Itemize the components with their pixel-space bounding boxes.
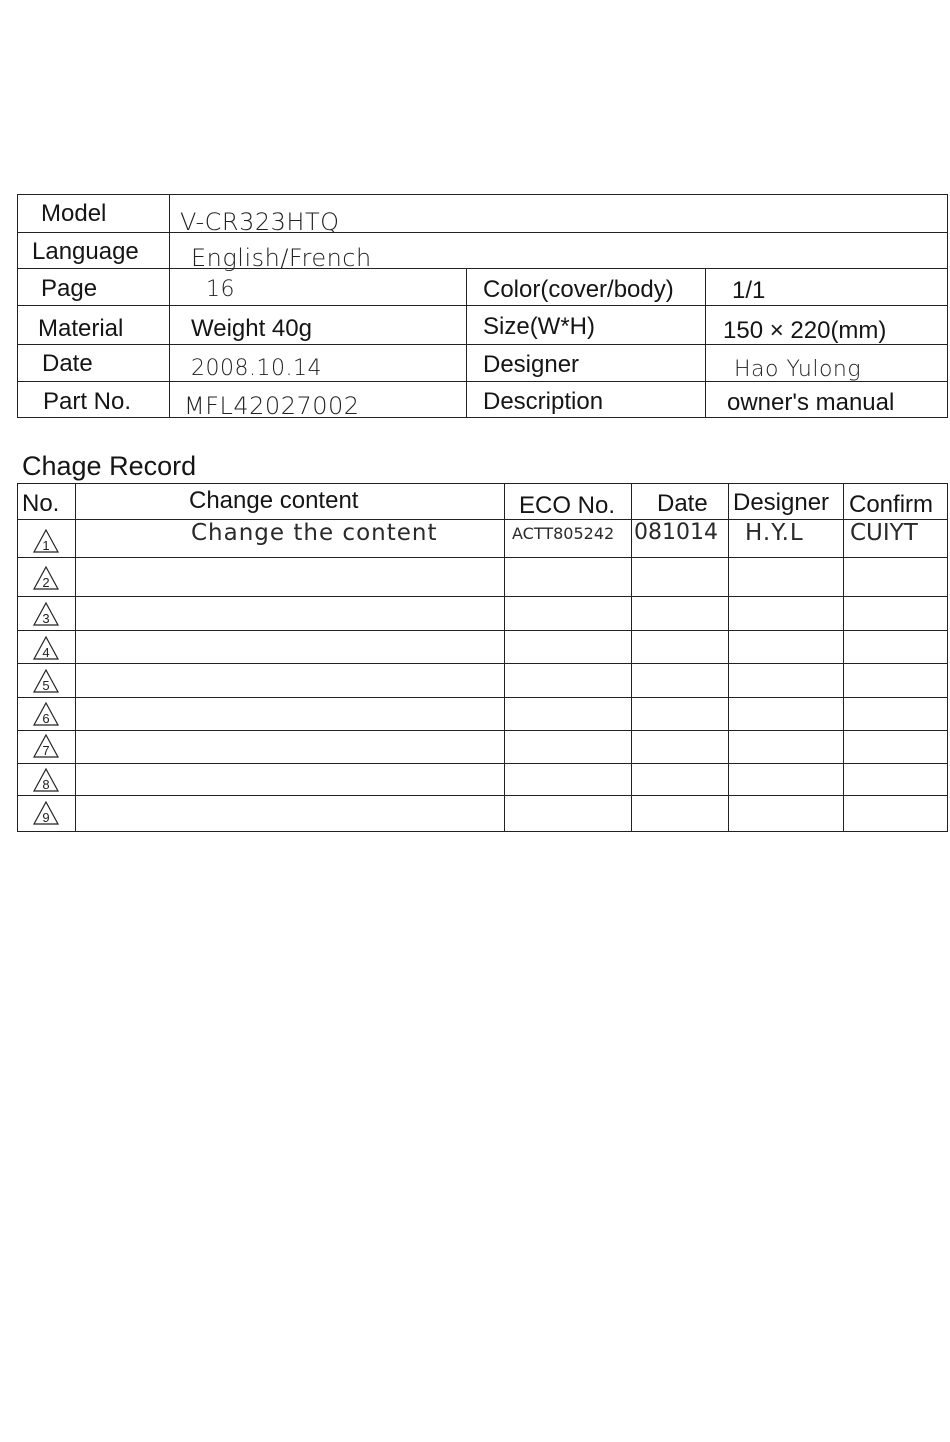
header-confirm: Confirm bbox=[849, 491, 934, 518]
revision-triangle-icon bbox=[33, 602, 59, 626]
row-8-number: 8 bbox=[42, 777, 50, 792]
designer-label: Designer bbox=[483, 351, 580, 378]
record-row-divider bbox=[18, 557, 947, 558]
spec-table bbox=[17, 194, 948, 418]
record-row-divider bbox=[18, 730, 947, 731]
spec-row-divider bbox=[18, 268, 947, 269]
color-label: Color(cover/body) bbox=[483, 276, 674, 303]
spec-col-divider bbox=[705, 268, 706, 417]
row-1-content: Change the content bbox=[191, 520, 438, 546]
revision-triangle-icon bbox=[33, 702, 59, 726]
revision-triangle-icon bbox=[33, 566, 59, 590]
header-date: Date bbox=[657, 490, 708, 517]
record-row-divider bbox=[18, 596, 947, 597]
revision-triangle-icon bbox=[33, 734, 59, 758]
header-content: Change content bbox=[189, 487, 359, 514]
page-label: Page bbox=[41, 275, 98, 302]
part-no-label: Part No. bbox=[43, 388, 132, 415]
row-2-number: 2 bbox=[42, 575, 50, 590]
spec-col-divider bbox=[466, 268, 467, 417]
page-value: 16 bbox=[206, 277, 235, 302]
revision-triangle-icon bbox=[33, 768, 59, 792]
language-value: English/French bbox=[191, 244, 372, 272]
size-label: Size(W*H) bbox=[483, 313, 595, 340]
revision-triangle-icon bbox=[33, 529, 59, 553]
revision-triangle-icon bbox=[33, 636, 59, 660]
header-no: No. bbox=[22, 490, 60, 517]
record-row-divider bbox=[18, 763, 947, 764]
record-row-divider bbox=[18, 795, 947, 796]
material-label: Material bbox=[38, 315, 124, 342]
size-value: 150 × 220(mm) bbox=[723, 317, 887, 344]
spec-row-divider bbox=[18, 344, 947, 345]
row-7-number: 7 bbox=[42, 743, 50, 758]
row-6-number: 6 bbox=[42, 711, 50, 726]
revision-triangle-icon bbox=[33, 669, 59, 693]
record-col-divider bbox=[843, 484, 844, 831]
change-record-title: Chage Record bbox=[22, 451, 197, 481]
header-eco: ECO No. bbox=[519, 492, 616, 519]
row-9-number: 9 bbox=[42, 810, 50, 825]
record-row-divider bbox=[18, 519, 947, 520]
designer-value: Hao Yulong bbox=[734, 357, 862, 382]
row-3-number: 3 bbox=[42, 611, 50, 626]
language-label: Language bbox=[32, 238, 139, 265]
record-row-divider bbox=[18, 697, 947, 698]
row-1-number: 1 bbox=[42, 538, 50, 553]
row-4-number: 4 bbox=[42, 645, 50, 660]
header-designer: Designer bbox=[733, 489, 830, 516]
record-col-divider bbox=[75, 484, 76, 831]
description-label: Description bbox=[483, 388, 604, 415]
revision-triangle-icon bbox=[33, 801, 59, 825]
model-label: Model bbox=[41, 200, 107, 227]
record-row-divider bbox=[18, 663, 947, 664]
row-1-date: 081014 bbox=[634, 520, 718, 545]
row-5-number: 5 bbox=[42, 678, 50, 693]
row-1-confirm: CUIYT bbox=[850, 520, 918, 546]
record-row-divider bbox=[18, 630, 947, 631]
date-value: 2008.10.14 bbox=[191, 356, 322, 381]
part-no-value: MFL42027002 bbox=[184, 392, 360, 420]
record-col-divider bbox=[504, 484, 505, 831]
spec-row-divider bbox=[18, 232, 947, 233]
spec-col-divider bbox=[169, 195, 170, 417]
change-record-table bbox=[17, 483, 948, 832]
record-col-divider bbox=[631, 484, 632, 831]
row-1-designer: H.Y.L bbox=[745, 520, 804, 546]
description-value: owner's manual bbox=[727, 389, 895, 416]
record-col-divider bbox=[728, 484, 729, 831]
color-value: 1/1 bbox=[732, 277, 766, 304]
row-1-eco: ACTT805242 bbox=[512, 524, 615, 543]
material-value: Weight 40g bbox=[191, 315, 312, 342]
date-label: Date bbox=[42, 350, 93, 377]
spec-row-divider bbox=[18, 305, 947, 306]
model-value: V-CR323HTQ bbox=[180, 208, 340, 236]
